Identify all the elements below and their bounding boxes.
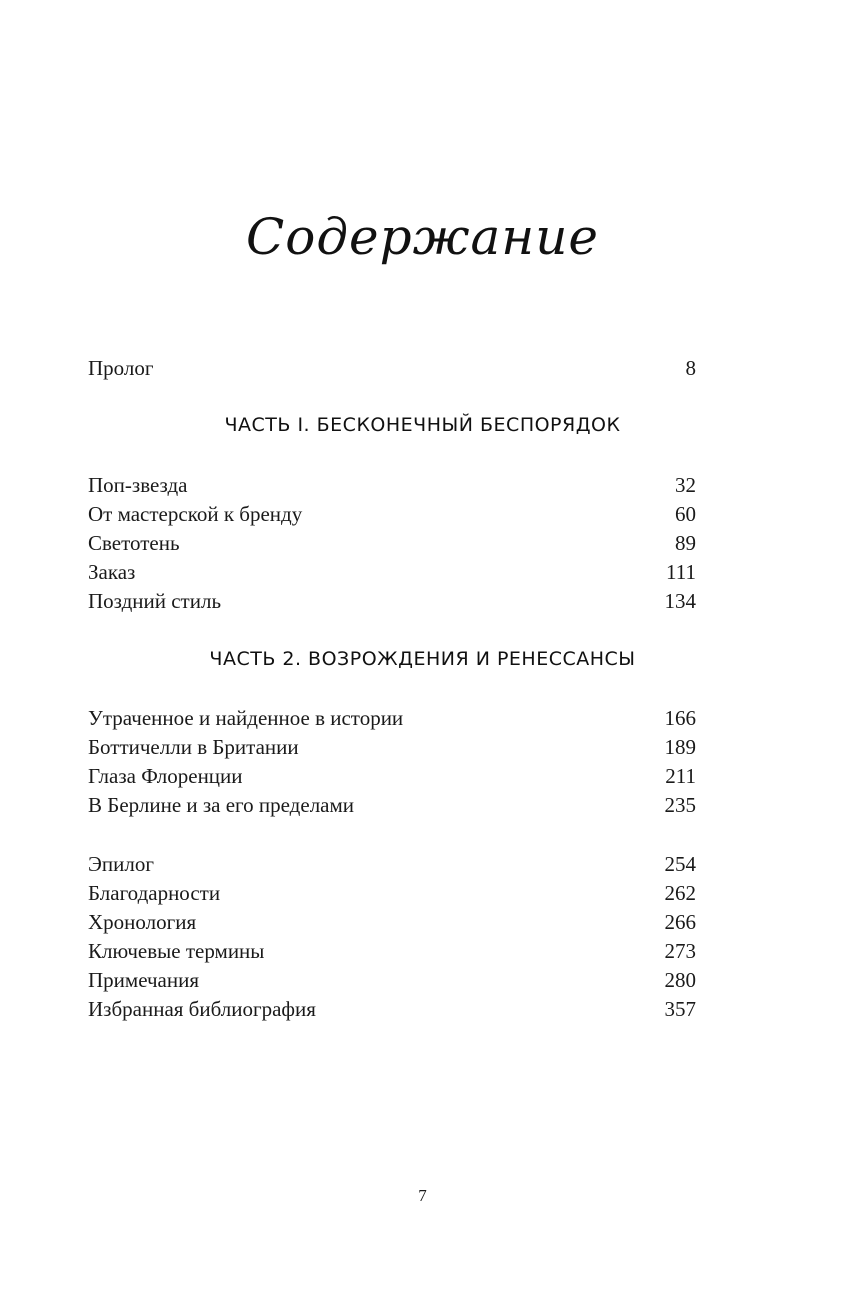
toc-entry-title: Примечания: [88, 968, 200, 992]
toc-entry-page: 134: [664, 589, 696, 613]
toc-entry-title: Избранная библиография: [88, 997, 316, 1021]
toc-entry-page: 211: [665, 764, 696, 788]
toc-entry-page: 8: [685, 356, 696, 380]
toc-part-2: [88, 704, 696, 820]
toc-prologue: [88, 354, 696, 383]
toc-entry-page: 262: [664, 881, 696, 905]
toc-entry: [88, 879, 696, 908]
page-number: 7: [418, 1186, 427, 1205]
toc-entry-page: 32: [675, 473, 696, 497]
toc-entry-title: Глаза Флоренции: [88, 764, 243, 788]
toc-entry: [88, 937, 696, 966]
toc-entry-page: 60: [675, 502, 696, 526]
toc-entry-title: Поп-звезда: [88, 473, 188, 497]
toc-entry-page: 189: [664, 735, 696, 759]
toc-entry: [88, 966, 696, 995]
toc-entry-page: 266: [664, 910, 696, 934]
toc-entry-page: 280: [664, 968, 696, 992]
toc-part-1: [88, 471, 696, 616]
toc-entry-page: 357: [664, 997, 696, 1021]
toc-entry-title: Пролог: [88, 356, 154, 380]
toc-entry-page: 235: [664, 793, 696, 817]
toc-entry: [88, 850, 696, 879]
toc-entry-title: Благодарности: [88, 881, 221, 905]
toc-entry-title: В Берлине и за его пределами: [88, 793, 355, 817]
toc-entry-page: 89: [675, 531, 696, 555]
toc-entry: [88, 791, 696, 820]
part-2-heading: ЧАСТЬ 2. ВОЗРОЖДЕНИЯ И РЕНЕССАНСЫ: [209, 648, 636, 670]
toc-entry: [88, 704, 696, 733]
part-1-heading: ЧАСТЬ I. БЕСКОНЕЧНЫЙ БЕСПОРЯДОК: [224, 414, 621, 436]
toc-entry-page: 166: [664, 706, 696, 730]
toc-entry-title: Ключевые термины: [88, 939, 265, 963]
toc-entry-page: 254: [664, 852, 696, 876]
toc-entry: [88, 908, 696, 937]
toc-entry-title: Поздний стиль: [88, 589, 222, 613]
toc-entry: [88, 471, 696, 500]
toc-entry: [88, 558, 696, 587]
toc-entry-page: 111: [666, 560, 696, 584]
toc-entry: [88, 500, 696, 529]
toc-entry: [88, 529, 696, 558]
toc-entry: [88, 995, 696, 1024]
toc-entry-title: Утраченное и найденное в истории: [88, 706, 404, 730]
toc-entry-title: Светотень: [88, 531, 180, 555]
toc-entry-title: Хронология: [88, 910, 197, 934]
toc-entry-title: Боттичелли в Британии: [88, 735, 299, 759]
toc-entry: [88, 354, 696, 383]
toc-entry-title: От мастерской к бренду: [88, 502, 303, 526]
toc-backmatter: [88, 850, 696, 1024]
toc-entry-title: Эпилог: [88, 852, 154, 876]
toc-entry: [88, 762, 696, 791]
toc-entry: [88, 587, 696, 616]
page-title: Содержание: [245, 208, 600, 266]
toc-entry-title: Заказ: [88, 560, 136, 584]
toc-entry: [88, 733, 696, 762]
toc-entry-page: 273: [664, 939, 696, 963]
